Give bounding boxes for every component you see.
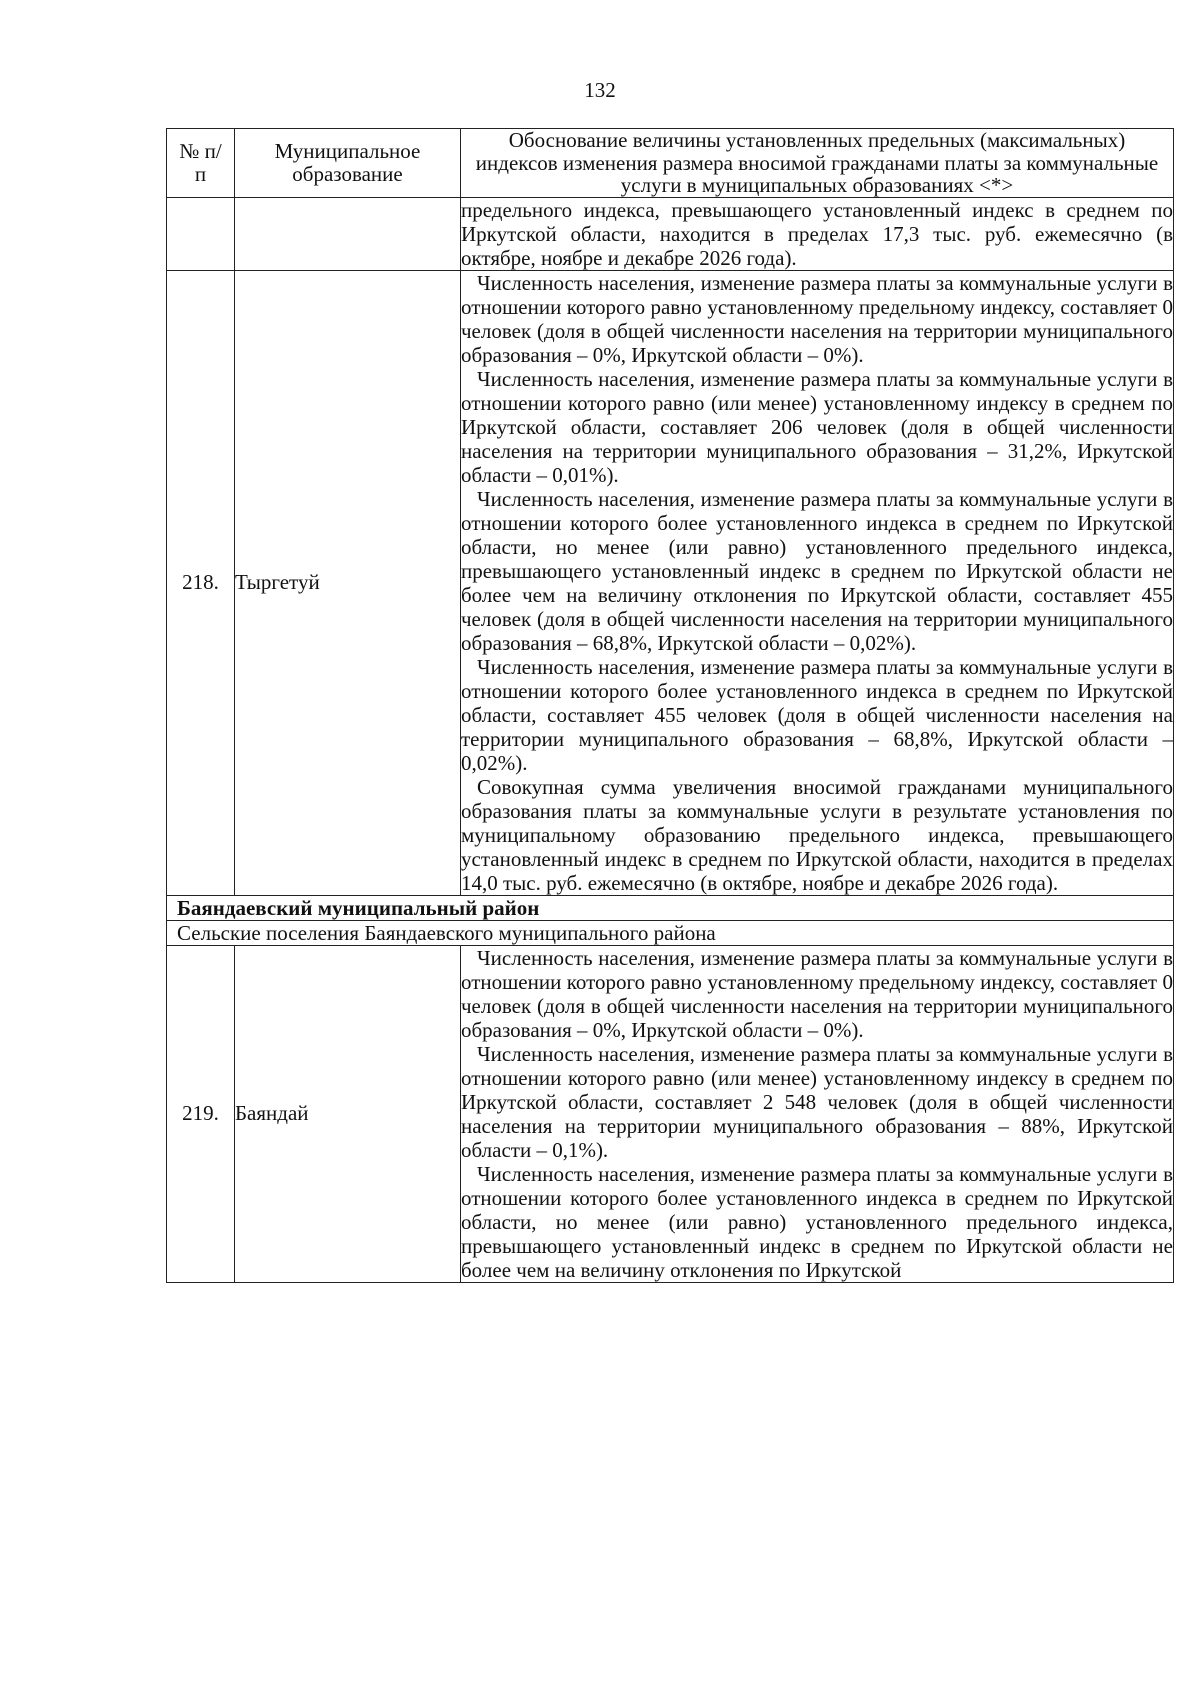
justification-text	[461, 270, 1174, 895]
cell-carryover-text	[461, 197, 1174, 270]
header-municipality: Муниципальное образование	[235, 129, 461, 198]
justification-text	[461, 945, 1174, 1282]
indices-table	[166, 128, 1174, 1283]
carryover-paragraph: предельного индекса, превышающего установленный индекс в среднем по Иркутской области, находится в пределах 17,3 тыс. руб. ежемесячно (в октябре, ноябре и декабре 2026 года).	[461, 197, 1173, 270]
district-heading: Баяндаевский муниципальный район	[167, 895, 1174, 920]
subsection-heading: Сельские поселения Баяндаевского муниципального района	[167, 920, 1174, 945]
paragraph: Численность населения, изменение размера платы за коммунальные услуги в отношении которого более установленного индекса в среднем по Иркутской области, но менее (или равно) установленного предельного индекса, превышающего установленный индекс в среднем по Иркутской области не более чем на величину отклонения по Иркутской области, составляет 455 человек (доля в общей численности населения на территории муниципального образования – 68,8%, Иркутской области – 0,02%).	[461, 486, 1173, 655]
table-row-carryover	[167, 197, 1174, 270]
paragraph: Численность населения, изменение размера платы за коммунальные услуги в отношении которого равно (или менее) установленному индексу в среднем по Иркутской области, составляет 206 человек (доля в общей численности населения на территории муниципального образования – 31,2%, Иркутской области – 0,01%).	[461, 366, 1173, 487]
header-justification: Обоснование величины установленных предельных (максимальных) индексов изменения размера вносимой гражданами платы за коммунальные услуги в муниципальных образованиях <*>	[461, 129, 1174, 198]
header-number: № п/п	[167, 129, 235, 198]
paragraph: Численность населения, изменение размера платы за коммунальные услуги в отношении которого равно установленному предельному индексу, составляет 0 человек (доля в общей численности населения на территории муниципального образования – 0%, Иркутской области – 0%).	[461, 270, 1173, 367]
cell-empty-name	[235, 197, 461, 270]
table-row-219	[167, 945, 1174, 1282]
paragraph: Численность населения, изменение размера платы за коммунальные услуги в отношении которого равно установленному предельному индексу, составляет 0 человек (доля в общей численности населения на территории муниципального образования – 0%, Иркутской области – 0%).	[461, 945, 1173, 1042]
subsection-row	[167, 920, 1174, 945]
paragraph: Совокупная сумма увеличения вносимой гражданами муниципального образования платы за коммунальные услуги в результате установления по муниципальному образованию предельного индекса, превышающего установленный индекс в среднем по Иркутской области, находится в пределах 14,0 тыс. руб. ежемесячно (в октябре, ноябре и декабре 2026 года).	[461, 774, 1173, 895]
paragraph: Численность населения, изменение размера платы за коммунальные услуги в отношении которого равно (или менее) установленному индексу в среднем по Иркутской области, составляет 2 548 человек (доля в общей численности населения на территории муниципального образования – 88%, Иркутской области – 0,1%).	[461, 1041, 1173, 1162]
paragraph: Численность населения, изменение размера платы за коммунальные услуги в отношении которого более установленного индекса в среднем по Иркутской области, составляет 455 человек (доля в общей численности населения на территории муниципального образования – 68,8%, Иркутской области – 0,02%).	[461, 654, 1173, 775]
row-number: 218.	[167, 270, 235, 895]
paragraph: Численность населения, изменение размера платы за коммунальные услуги в отношении которого более установленного индекса в среднем по Иркутской области, но менее (или равно) установленного предельного индекса, превышающего установленный индекс в среднем по Иркутской области не более чем на величину отклонения по Иркутской	[461, 1161, 1173, 1282]
cell-empty-number	[167, 197, 235, 270]
municipality-name: Баяндай	[235, 945, 461, 1282]
row-number: 219.	[167, 945, 235, 1282]
district-row	[167, 895, 1174, 920]
municipality-name: Тыргетуй	[235, 270, 461, 895]
page-number: 132	[584, 78, 616, 102]
table-row-218	[167, 270, 1174, 895]
table-header-row	[167, 129, 1174, 198]
